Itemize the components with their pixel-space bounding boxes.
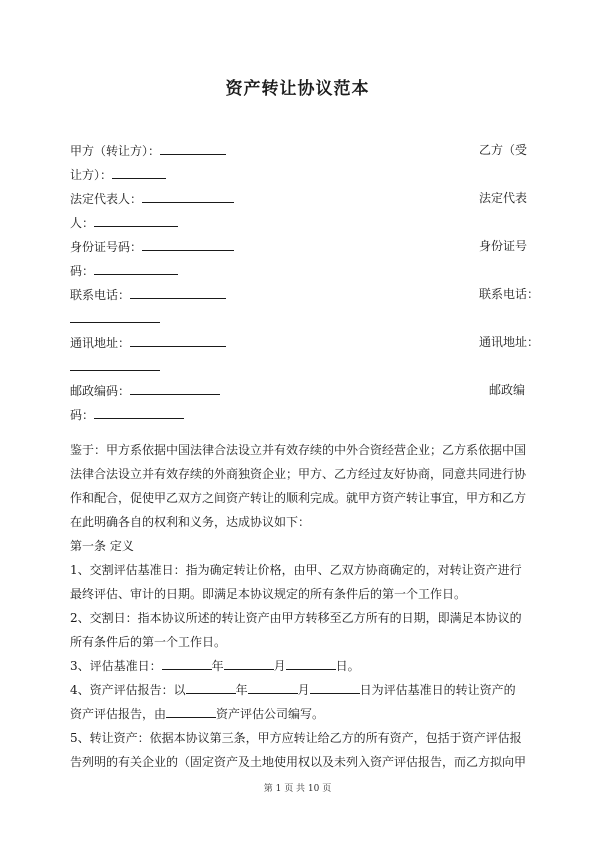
article-1-heading: 第一条 定义 bbox=[70, 539, 134, 553]
preamble-line-1: 鉴于：甲方系依据中国法律合法设立并有效存续的中外合资经营企业；乙方系依据中国 bbox=[70, 443, 527, 457]
legal-rep-b-label-1: 法定代表 bbox=[479, 191, 528, 205]
def-5-line-1: 5、转让资产：依据本协议第三条，甲方应转让给乙方的所有资产，包括于资产评估报 bbox=[70, 731, 522, 745]
id-b-label-2: 码： bbox=[70, 264, 95, 278]
def-1-line-1: 1、交割评估基准日：指为确定转让价格，由甲、乙双方协商确定的，对转让资产进行 bbox=[70, 563, 522, 577]
address-a-line bbox=[70, 334, 226, 351]
def-4-day-blank bbox=[310, 681, 360, 694]
party-a-blank bbox=[160, 142, 226, 155]
address-b-label: 通讯地址： bbox=[479, 335, 540, 349]
legal-rep-a-line bbox=[70, 190, 234, 207]
def-3-day-blank bbox=[286, 657, 336, 670]
party-b-label-1: 乙方（受 bbox=[479, 143, 528, 157]
def-2-line-2: 所有条件后的第一个工作日。 bbox=[70, 635, 227, 649]
def-3-day: 日。 bbox=[335, 659, 360, 673]
preamble bbox=[70, 438, 526, 774]
postcode-a-label: 邮政编码： bbox=[70, 384, 131, 398]
document-title: 资产转让协议范本 bbox=[225, 79, 370, 99]
postcode-b-line bbox=[70, 406, 184, 423]
address-a-label: 通讯地址： bbox=[70, 336, 131, 350]
preamble-line-3: 作和配合，促使甲乙双方之间资产转让的顺利完成。就甲方资产转让事宜，甲方和乙方 bbox=[70, 491, 527, 505]
party-a-label: 甲方（转让方）： bbox=[70, 144, 161, 158]
page-footer: 第 1 页 共 10 页 bbox=[263, 784, 332, 794]
party-a-line bbox=[70, 142, 226, 159]
preamble-line-2: 法律合法设立并有效存续的外商独资企业；甲方、乙方经过友好协商，同意共同进行协 bbox=[70, 467, 527, 481]
id-a-label: 身份证号码： bbox=[70, 240, 143, 254]
phone-b-label: 联系电话： bbox=[479, 287, 540, 301]
id-a-blank bbox=[142, 238, 234, 251]
postcode-a-blank bbox=[130, 382, 220, 395]
address-a-blank bbox=[130, 334, 226, 347]
party-b-blank bbox=[112, 166, 166, 179]
phone-a-label: 联系电话： bbox=[70, 288, 131, 302]
phone-b-blank bbox=[70, 310, 160, 323]
id-b-line bbox=[70, 262, 178, 279]
legal-rep-b-label-2: 人： bbox=[70, 216, 95, 230]
id-b-label-1: 身份证号 bbox=[479, 239, 528, 253]
postcode-b-label-1: 邮政编 bbox=[489, 383, 526, 397]
def-4-year-blank bbox=[186, 681, 236, 694]
def-3-month-blank bbox=[224, 657, 274, 670]
postcode-a-line bbox=[70, 382, 220, 399]
def-5-line-2: 告列明的有关企业的（固定资产及土地使用权以及未列入资产评估报告，而乙方拟向甲 bbox=[70, 755, 527, 769]
def-4-line-2-prefix: 资产评估报告，由 bbox=[70, 707, 167, 721]
def-4-month: 月 bbox=[297, 683, 310, 697]
def-4-year: 年 bbox=[235, 683, 248, 697]
party-b-label-2: 让方）： bbox=[70, 168, 113, 182]
def-3-month: 月 bbox=[273, 659, 286, 673]
address-b-line bbox=[70, 358, 160, 375]
def-4-suffix: 日为评估基准日的转让资产的 bbox=[359, 683, 516, 697]
legal-rep-a-label: 法定代表人： bbox=[70, 192, 143, 206]
def-4-month-blank bbox=[248, 681, 298, 694]
def-4-prefix: 4、资产评估报告：以 bbox=[70, 683, 186, 697]
def-4-line-2-suffix: 资产评估公司编写。 bbox=[216, 707, 325, 721]
legal-rep-b-blank bbox=[94, 214, 178, 227]
def-1-line-2: 最终评估、审计的日期。即满足本协议规定的所有条件后的第一个工作日。 bbox=[70, 587, 467, 601]
def-3-year-blank bbox=[162, 657, 212, 670]
def-3-line bbox=[70, 654, 526, 678]
phone-a-blank bbox=[130, 286, 226, 299]
def-4-line-2 bbox=[70, 702, 526, 726]
def-4-line-1 bbox=[70, 678, 526, 702]
preamble-line-4: 在此明确各自的权利和义务，达成协议如下： bbox=[70, 515, 311, 529]
def-2-line-1: 2、交割日：指本协议所述的转让资产由甲方转移至乙方所有的日期，即满足本协议的 bbox=[70, 611, 522, 625]
def-3-year: 年 bbox=[211, 659, 224, 673]
legal-rep-b-line bbox=[70, 214, 178, 231]
phone-b-line bbox=[70, 310, 160, 327]
postcode-b-blank bbox=[94, 406, 184, 419]
address-b-blank bbox=[70, 358, 160, 371]
def-3-prefix: 3、评估基准日： bbox=[70, 659, 162, 673]
def-4-company-blank bbox=[166, 705, 216, 718]
legal-rep-a-blank bbox=[142, 190, 234, 203]
party-b-line bbox=[70, 166, 166, 183]
id-b-blank bbox=[94, 262, 178, 275]
postcode-b-label-2: 码： bbox=[70, 408, 95, 422]
phone-a-line bbox=[70, 286, 226, 303]
id-a-line bbox=[70, 238, 234, 255]
